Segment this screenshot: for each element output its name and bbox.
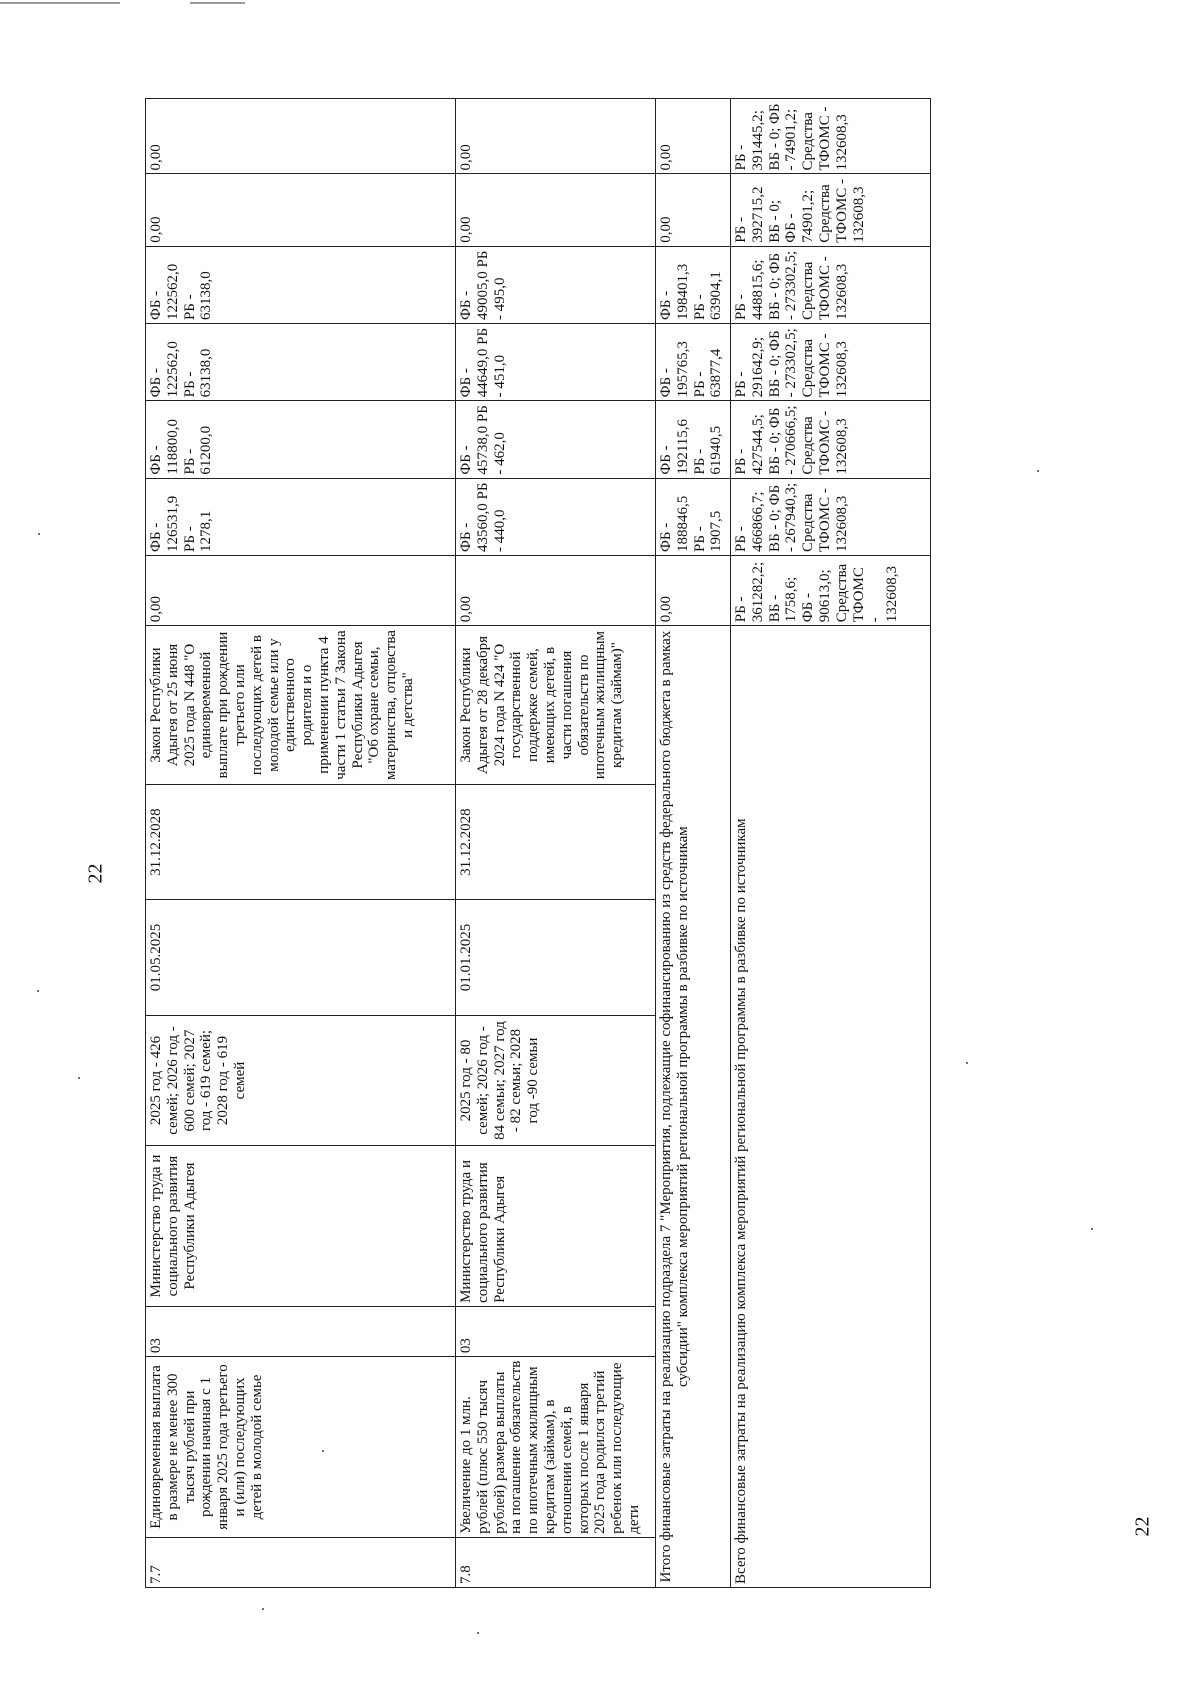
amount-cell: ФБ - 188846,5 РБ - 1907,5 <box>656 478 731 555</box>
row-number: 7.8 <box>456 1537 656 1587</box>
total-label: Всего финансовые затраты на реализацию комплекса мероприятий региональной программы в разбивке по источникам <box>731 626 931 1588</box>
amount-cell: 0,00 <box>146 99 456 174</box>
amount-cell: 0,00 <box>146 555 456 625</box>
scan-speck <box>1091 1228 1093 1230</box>
amount-cell: ФБ - 126531,9 РБ - 1278,1 <box>146 478 456 555</box>
page-number: 22 <box>84 863 107 884</box>
amount-cell: 0,00 <box>146 174 456 246</box>
amount-cell: 0,00 <box>456 174 656 246</box>
subtotal-row <box>656 99 731 1588</box>
start-date: 01.05.2025 <box>146 900 456 1015</box>
amount-cell: ФБ - 122562,0 РБ - 63138,0 <box>146 324 456 401</box>
scan-speck <box>38 533 40 535</box>
amount-cell: РБ - 466866,7; ВБ - 0; ФБ - 267940,3; Средства ТФОМС - 132608,3 <box>731 478 931 555</box>
amount-cell: РБ - 427544,5; ВБ - 0; ФБ - 270666,5; Средства ТФОМС - 132608,3 <box>731 401 931 478</box>
measure-name: Увеличение до 1 млн. рублей (плюс 550 тысяч рублей) размера выплаты на погашение обязательств по ипотечным жилищным кредитам (займам), в отношении семей, в которых после 1 января 2025 года родился третий ребенок или последующие дети <box>456 1357 656 1538</box>
scan-speck <box>78 1077 80 1079</box>
scan-speck <box>37 990 39 992</box>
scan-speck <box>477 1632 479 1634</box>
rotated-table-wrapper <box>145 98 930 1588</box>
scan-speck <box>966 1062 968 1064</box>
amount-cell: 0,00 <box>656 174 731 246</box>
code-cell: 03 <box>146 1306 456 1356</box>
amount-cell: ФБ - 198401,3 РБ - 63904,1 <box>656 246 731 323</box>
amount-cell: РБ - 448815,6; ВБ - 0; ФБ - 273302,5; Средства ТФОМС - 132608,3 <box>731 246 931 323</box>
amount-cell: ФБ - 192115,6 РБ - 61940,5 <box>656 401 731 478</box>
financing-table <box>145 98 931 1588</box>
end-date: 31.12.2028 <box>456 784 656 899</box>
row-number: 7.7 <box>146 1537 456 1587</box>
amount-cell: ФБ - 118800,0 РБ - 61200,0 <box>146 401 456 478</box>
scan-speck <box>262 1608 264 1610</box>
amount-cell: РБ - 391445,2; ВБ - 0; ФБ - 74901,2; Средства ТФОМС - 132608,3 <box>731 99 931 174</box>
amount-cell: 0,00 <box>456 555 656 625</box>
executor-cell: Министерство труда и социального развития Республики Адыгея <box>456 1146 656 1307</box>
amount-cell: ФБ - 122562,0 РБ - 63138,0 <box>146 246 456 323</box>
code-cell: 03 <box>456 1306 656 1356</box>
table-row <box>146 99 456 1588</box>
start-date: 01.01.2025 <box>456 900 656 1015</box>
end-date: 31.12.2028 <box>146 784 456 899</box>
indicator-cell: 2025 год - 80 семей; 2026 год - 84 семьи; 2027 год - 82 семьи; 2028 год -90 семьи <box>456 1015 656 1146</box>
amount-cell: 0,00 <box>656 99 731 174</box>
indicator-cell: 2025 год - 426 семей; 2026 год - 600 семей; 2027 год - 619 семей; 2028 год - 619 семей <box>146 1015 456 1146</box>
measure-name: Единовременная выплата в размере не менее 300 тысяч рублей при рождении начиная с 1 января 2025 года третьего и (или) последующих детей в молодой семье <box>146 1357 456 1538</box>
legal-basis: Закон Республики Адыгея от 28 декабря 2024 года N 424 "О государственной поддержке семей, имеющих детей, в части погашения обязательств по ипотечным жилищным кредитам (займам)" <box>456 626 656 785</box>
scan-edge-line <box>0 2 120 4</box>
table-row <box>456 99 656 1588</box>
amount-cell: 0,00 <box>656 555 731 625</box>
subtotal-label: Итого финансовые затраты на реализацию подраздела 7 "Мероприятия, подлежащие софинансированию из средств федерального бюджета в рамках субсидии" комплекса мероприятий региональной программы в разбивке по источникам <box>656 626 731 1588</box>
amount-cell: РБ - 392715,2 ВБ - 0; ФБ - 74901,2; Средства ТФОМС - 132608,3 <box>731 174 931 246</box>
legal-basis: Закон Республики Адыгея от 25 июня 2025 года N 448 "О единовременной выплате при рождении третьего или последующих детей в молодой семье или у единственного родителя и о применении пункта 4 части 1 статьи 7 Закона Республики Адыгея "Об охране семьи, материнства, отцовства и детства" <box>146 626 456 785</box>
amount-cell: 0,00 <box>456 99 656 174</box>
amount-cell: ФБ - 43560,0 РБ - 440,0 <box>456 478 656 555</box>
amount-cell: ФБ - 49005,0 РБ - 495,0 <box>456 246 656 323</box>
scan-speck <box>1037 470 1039 472</box>
amount-cell: ФБ - 44649,0 РБ - 451,0 <box>456 324 656 401</box>
executor-cell: Министерство труда и социального развития Республики Адыгея <box>146 1146 456 1307</box>
amount-cell: РБ - 291642,9; ВБ - 0; ФБ - 273302,5; Средства ТФОМС - 132608,3 <box>731 324 931 401</box>
amount-cell: РБ - 361282,2; ВБ - 1758,6; ФБ - 90613,0; Средства ТФОМС - 132608,3 <box>731 555 931 625</box>
amount-cell: ФБ - 45738,0 РБ - 462,0 <box>456 401 656 478</box>
page-number: 22 <box>1131 1516 1154 1537</box>
scan-edge-line <box>190 2 245 4</box>
amount-cell: ФБ - 195765,3 РБ - 63877,4 <box>656 324 731 401</box>
total-row <box>731 99 931 1588</box>
